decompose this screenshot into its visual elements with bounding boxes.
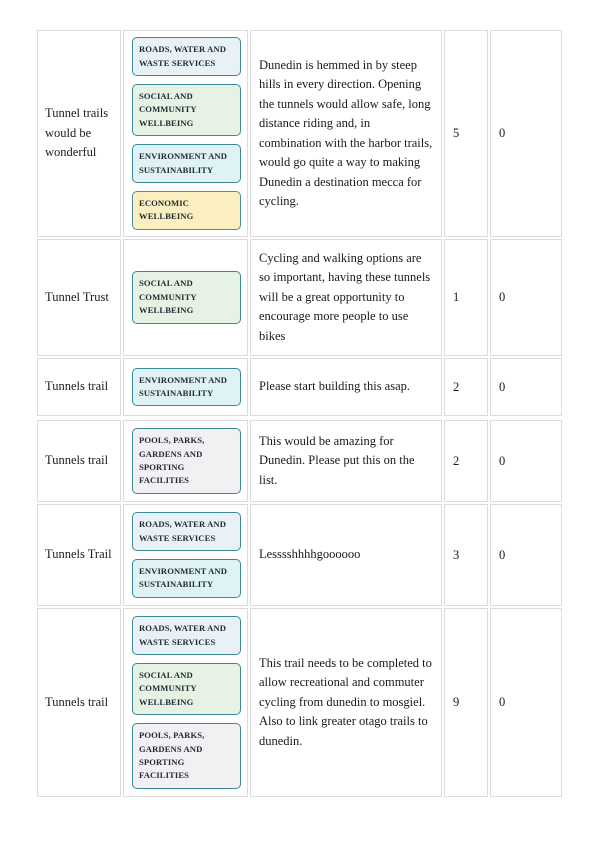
category-tag: ROADS, WATER AND WASTE SERVICES bbox=[132, 616, 241, 655]
title-cell bbox=[37, 608, 121, 797]
second-count-value: 0 bbox=[499, 379, 506, 394]
second-count-value: 0 bbox=[499, 453, 506, 468]
category-tag: SOCIAL AND COMMUNITY WELLBEING bbox=[132, 84, 241, 136]
category-tag: ROADS, WATER AND WASTE SERVICES bbox=[132, 512, 241, 551]
submission-title: Tunnels trail bbox=[45, 453, 109, 468]
category-tag: POOLS, PARKS, GARDENS AND SPORTING FACILITIES bbox=[132, 723, 241, 789]
submission-title: Tunnels Trail bbox=[45, 547, 112, 562]
comment-cell bbox=[250, 420, 442, 502]
second-count-value: 0 bbox=[499, 126, 506, 140]
title-cell bbox=[37, 239, 121, 356]
title-cell bbox=[37, 504, 121, 606]
submission-comment: This trail needs to be completed to allow recreational and commuter cycling from dunedin to mosgiel. Also to link greater otago trails to dunedin. bbox=[259, 655, 432, 748]
comment-cell bbox=[250, 504, 442, 606]
count-value: 2 bbox=[453, 379, 460, 394]
second-count-value: 0 bbox=[499, 695, 506, 709]
category-tag: SOCIAL AND COMMUNITY WELLBEING bbox=[132, 663, 241, 715]
submission-comment: Dunedin is hemmed in by steep hills in every direction. Opening the tunnels would allow safe, long distance riding and, in combination with the harbor trails, would go quite a way to making Dunedin a destination mecca for cycling. bbox=[259, 57, 433, 208]
table-row bbox=[37, 504, 562, 606]
table-row bbox=[37, 420, 562, 502]
count-cell bbox=[444, 420, 488, 502]
count-cell bbox=[444, 30, 488, 237]
comment-cell bbox=[250, 358, 442, 416]
count-cell bbox=[444, 608, 488, 797]
count-cell bbox=[444, 239, 488, 356]
second-count-cell bbox=[490, 420, 562, 502]
table-row bbox=[37, 239, 562, 356]
submission-title: Tunnel Trust bbox=[45, 289, 109, 304]
comment-cell bbox=[250, 30, 442, 237]
category-tag: ENVIRONMENT AND SUSTAINABILITY bbox=[132, 559, 241, 598]
table-row bbox=[37, 30, 562, 237]
second-count-value: 0 bbox=[499, 547, 506, 562]
category-tag: ROADS, WATER AND WASTE SERVICES bbox=[132, 37, 241, 76]
tags-cell bbox=[123, 30, 248, 237]
submission-title: Tunnel trails would be wonderful bbox=[45, 106, 109, 160]
count-cell bbox=[444, 358, 488, 416]
comment-cell bbox=[250, 608, 442, 797]
count-value: 3 bbox=[453, 547, 460, 562]
table-row bbox=[37, 608, 562, 797]
submission-title: Tunnels trail bbox=[45, 694, 109, 709]
tags-cell bbox=[123, 420, 248, 502]
second-count-cell bbox=[490, 358, 562, 416]
count-value: 2 bbox=[453, 453, 460, 468]
submission-comment: Please start building this asap. bbox=[259, 379, 411, 394]
count-cell bbox=[444, 504, 488, 606]
submission-comment: This would be amazing for Dunedin. Please put this on the list. bbox=[259, 433, 415, 487]
tags-cell bbox=[123, 608, 248, 797]
tags-cell bbox=[123, 358, 248, 416]
comment-cell bbox=[250, 239, 442, 356]
category-tag: POOLS, PARKS, GARDENS AND SPORTING FACILITIES bbox=[132, 428, 241, 494]
category-tag: ECONOMIC WELLBEING bbox=[132, 191, 241, 230]
table-row bbox=[37, 358, 562, 416]
title-cell bbox=[37, 358, 121, 416]
tags-cell bbox=[123, 504, 248, 606]
tags-cell bbox=[123, 239, 248, 356]
submission-title: Tunnels trail bbox=[45, 379, 109, 394]
count-value: 5 bbox=[453, 126, 460, 140]
category-tag: ENVIRONMENT AND SUSTAINABILITY bbox=[132, 368, 241, 407]
title-cell bbox=[37, 30, 121, 237]
count-value: 9 bbox=[453, 695, 460, 709]
second-count-value: 0 bbox=[499, 290, 506, 304]
count-value: 1 bbox=[453, 290, 460, 304]
second-count-cell bbox=[490, 504, 562, 606]
second-count-cell bbox=[490, 239, 562, 356]
title-cell bbox=[37, 420, 121, 502]
second-count-cell bbox=[490, 608, 562, 797]
submission-comment: Cycling and walking options are so important, having these tunnels will be a great opportunity to encourage more people to use bikes bbox=[259, 250, 431, 343]
category-tag: ENVIRONMENT AND SUSTAINABILITY bbox=[132, 144, 241, 183]
submission-comment: Lesssshhhhgoooooo bbox=[259, 547, 361, 562]
category-tag: SOCIAL AND COMMUNITY WELLBEING bbox=[132, 271, 241, 323]
second-count-cell bbox=[490, 30, 562, 237]
